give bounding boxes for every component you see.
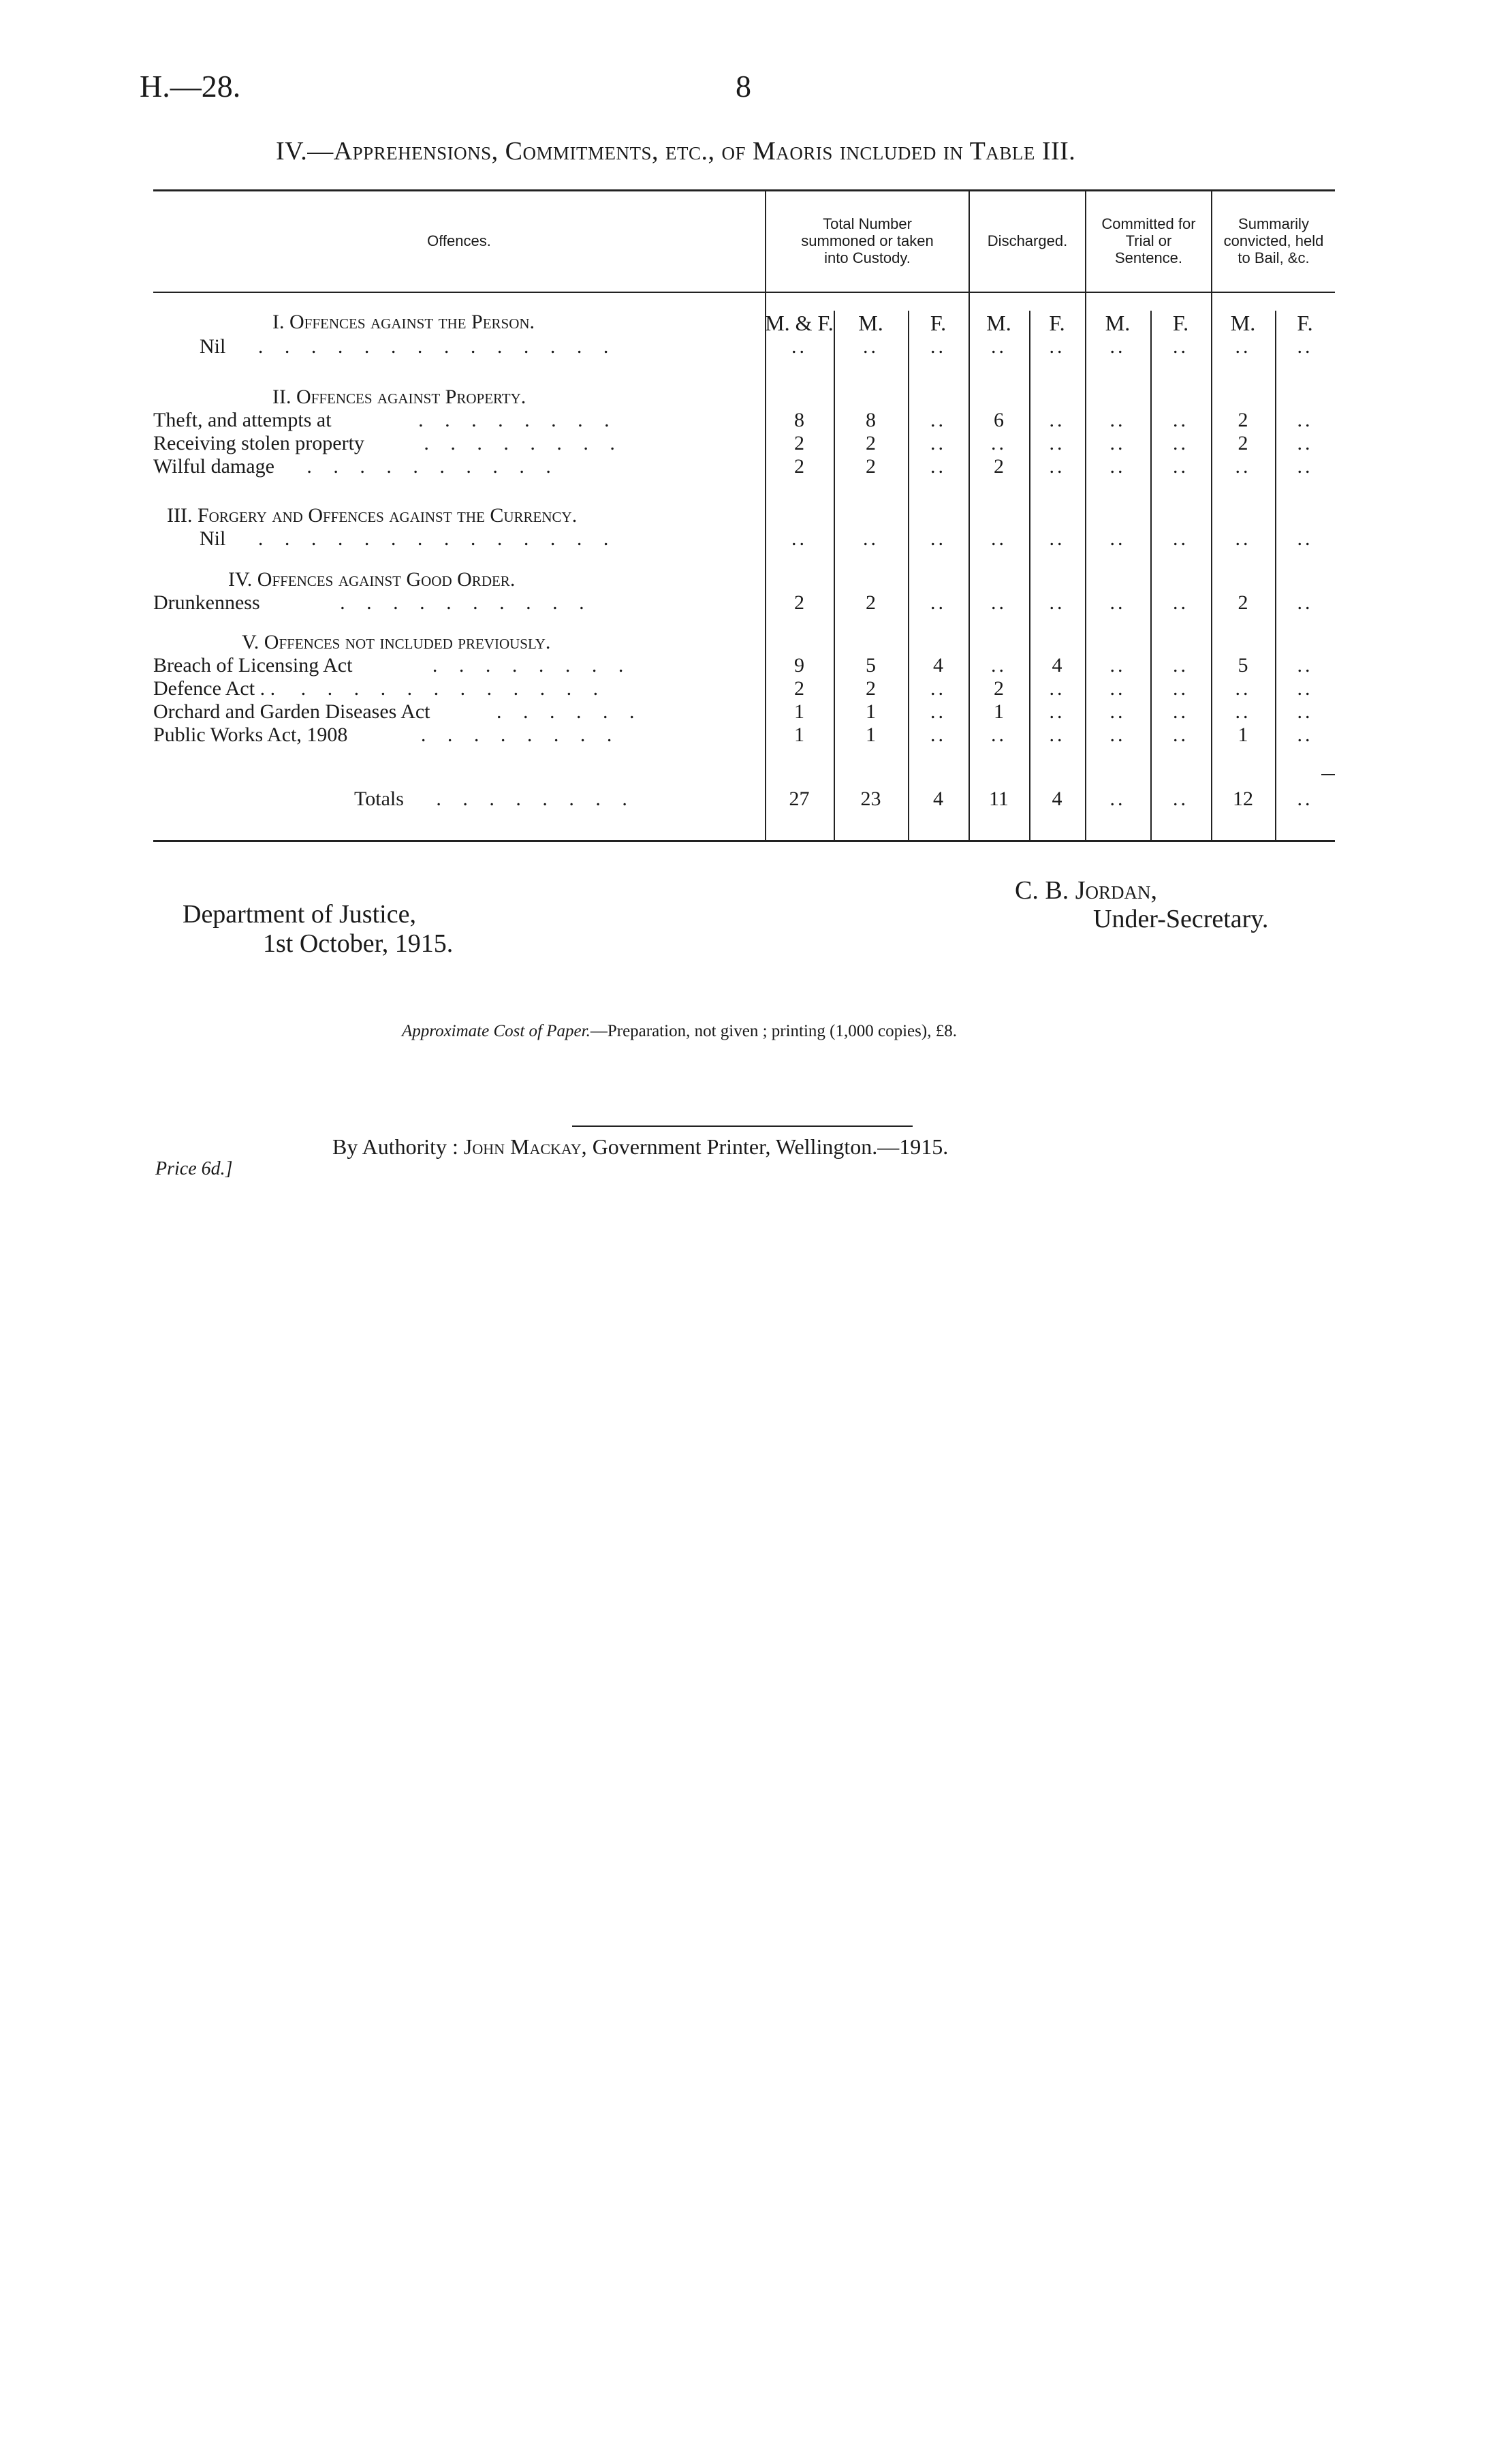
table-cell: .. (1297, 432, 1313, 454)
offences-table (153, 189, 1335, 843)
table-cell: .. (1297, 677, 1313, 700)
table-cell: .. (1109, 335, 1126, 358)
table-cell: 2 (866, 432, 876, 454)
table-cell: 2 (794, 455, 804, 478)
page-number: 8 (736, 69, 751, 104)
table-cell: .. (930, 455, 946, 478)
table-cell: .. (1049, 432, 1065, 454)
table-cell: .. (930, 591, 946, 614)
price: Price 6d.] (155, 1158, 233, 1179)
table-cell: 1 (794, 724, 804, 746)
table-cell: .. (1109, 654, 1126, 677)
printer-imprint: By Authority : John Mackay, Government Printer, Wellington.—1915. (332, 1134, 949, 1159)
sub-header: M. (986, 311, 1011, 335)
table-cell: .. (930, 335, 946, 358)
table-cell: .. (1049, 409, 1065, 431)
table-cell: .. (1049, 527, 1065, 550)
table-cell: .. (1173, 455, 1188, 478)
table-cell: 4 (1052, 788, 1062, 810)
table-cell: .. (991, 432, 1007, 454)
signatory-name: C. B. Jordan, (1015, 876, 1157, 905)
table-cell: .. (991, 335, 1007, 358)
table-cell: .. (1297, 335, 1313, 358)
table-cell: .. (1297, 591, 1313, 614)
table-cell: 2 (994, 677, 1004, 700)
table-title: IV.—Apprehensions, Commitments, etc., of Maoris included in Table III. (276, 137, 1076, 166)
table-cell: .. (1173, 788, 1188, 810)
table-cell: .. (863, 527, 879, 550)
table-row-label: Wilful damage . . . . . . . . . . (153, 455, 559, 478)
table-cell: .. (1173, 432, 1188, 454)
table-cell: .. (991, 654, 1007, 677)
table-cell: 1 (866, 700, 876, 723)
section-heading: V. Offences not included previously. (242, 631, 551, 653)
table-row-label: Nil . . . . . . . . . . . . . . (200, 335, 617, 358)
table-cell: 8 (866, 409, 876, 431)
table-cell: 6 (994, 409, 1004, 431)
sub-header: M. & F. (765, 311, 834, 335)
table-cell: .. (1235, 677, 1251, 700)
table-cell: .. (1109, 432, 1126, 454)
table-row-label: Orchard and Garden Diseases Act . . . . . . (153, 700, 643, 723)
table-cell: 4 (933, 788, 943, 810)
table-cell: 12 (1233, 788, 1253, 810)
table-row-label: Drunkenness . . . . . . . . . . (153, 591, 593, 614)
table-cell: .. (991, 724, 1007, 746)
sub-header: F. (1172, 311, 1189, 335)
sub-header: M. (1105, 311, 1131, 335)
table-cell: .. (1235, 335, 1251, 358)
date: 1st October, 1915. (263, 929, 454, 958)
table-cell: .. (1173, 654, 1188, 677)
table-cell: .. (1109, 700, 1126, 723)
table-cell: .. (1109, 591, 1126, 614)
table-cell: 8 (794, 409, 804, 431)
col-header-offences: Offences. (427, 232, 491, 249)
col-rule (1150, 311, 1152, 840)
table-cell: .. (1109, 409, 1126, 431)
table-row-label: Public Works Act, 1908 . . . . . . . . (153, 724, 620, 746)
section-heading: III. Forgery and Offences against the Currency. (167, 504, 578, 527)
cost-of-paper (402, 1022, 957, 1041)
col-header-summarily: Summarily convicted, held to Bail, &c. (1223, 215, 1324, 266)
table-cell: .. (1049, 724, 1065, 746)
col-rule (834, 311, 835, 840)
table-cell: .. (1297, 724, 1313, 746)
table-cell: 9 (794, 654, 804, 677)
table-cell: 1 (794, 700, 804, 723)
col-rule (908, 311, 909, 840)
paper-number: H.—28. (140, 69, 241, 104)
col-header-total: Total Number summoned or taken into Custody. (801, 215, 934, 266)
table-cell: .. (1297, 527, 1313, 550)
table-cell: .. (1173, 724, 1188, 746)
sub-header: M. (1230, 311, 1256, 335)
table-cell: .. (791, 527, 807, 550)
table-cell: 2 (794, 677, 804, 700)
table-cell: 1 (994, 700, 1004, 723)
signatory-title: Under-Secretary. (1093, 905, 1269, 933)
sub-header: F. (1297, 311, 1313, 335)
section-heading: IV. Offences against Good Order. (228, 568, 516, 591)
table-cell: .. (1173, 527, 1188, 550)
table-bottom-rule (153, 840, 1335, 842)
table-cell: .. (1049, 591, 1065, 614)
table-row-label: Defence Act . . . . . . . . . . . . . . (153, 677, 607, 700)
cost-label: Approximate Cost of Paper. (402, 1022, 590, 1040)
printer-rule (572, 1125, 913, 1127)
table-cell: .. (1297, 788, 1313, 810)
table-cell: .. (1173, 591, 1188, 614)
table-cell: .. (930, 700, 946, 723)
header-bottom-rule (153, 292, 1335, 293)
section-heading: I. Offences against the Person. (272, 311, 535, 333)
table-cell: .. (991, 591, 1007, 614)
cost-text: —Preparation, not given ; printing (1,000 copies), £8. (590, 1022, 957, 1040)
table-cell: .. (1109, 455, 1126, 478)
table-row-label: Theft, and attempts at . . . . . . . . (153, 409, 618, 431)
table-cell: 27 (789, 788, 810, 810)
table-cell: .. (991, 527, 1007, 550)
table-row-label: Breach of Licensing Act . . . . . . . . (153, 654, 632, 677)
table-cell: 2 (866, 677, 876, 700)
col-rule (1029, 311, 1030, 840)
table-cell: .. (1049, 455, 1065, 478)
table-cell: .. (1049, 335, 1065, 358)
col-header-discharged: Discharged. (987, 232, 1068, 249)
table-cell: .. (1173, 409, 1188, 431)
table-cell: .. (1109, 724, 1126, 746)
table-cell: 2 (794, 591, 804, 614)
sub-header: F. (1049, 311, 1065, 335)
section-heading: II. Offences against Property. (272, 386, 526, 408)
table-cell: .. (1297, 700, 1313, 723)
sub-header: F. (930, 311, 947, 335)
table-cell: 2 (794, 432, 804, 454)
col-header-committed: Committed for Trial or Sentence. (1101, 215, 1196, 266)
department: Department of Justice, (183, 900, 416, 929)
table-cell: .. (1235, 455, 1251, 478)
table-cell: .. (930, 432, 946, 454)
table-cell: .. (863, 335, 879, 358)
table-cell: 2 (994, 455, 1004, 478)
table-cell: 2 (1238, 591, 1248, 614)
table-cell: .. (1235, 700, 1251, 723)
totals-summarily-rule (1321, 774, 1335, 775)
table-cell: 5 (866, 654, 876, 677)
table-cell: .. (1297, 409, 1313, 431)
table-cell: .. (930, 677, 946, 700)
table-cell: .. (1235, 527, 1251, 550)
table-cell: .. (791, 335, 807, 358)
table-cell: 5 (1238, 654, 1248, 677)
table-cell: 1 (1238, 724, 1248, 746)
table-cell: .. (1109, 527, 1126, 550)
table-cell: .. (1049, 700, 1065, 723)
table-cell: 2 (866, 455, 876, 478)
table-cell: .. (1173, 677, 1188, 700)
table-cell: .. (1109, 677, 1126, 700)
col-rule (1275, 311, 1276, 840)
table-cell: .. (1297, 455, 1313, 478)
sub-header: M. (858, 311, 883, 335)
table-cell: 11 (989, 788, 1009, 810)
table-cell: .. (1173, 700, 1188, 723)
table-cell: 2 (1238, 409, 1248, 431)
table-cell: .. (1173, 335, 1188, 358)
table-cell: 4 (933, 654, 943, 677)
table-cell: 23 (860, 788, 881, 810)
table-cell: .. (1297, 654, 1313, 677)
table-cell: 1 (866, 724, 876, 746)
table-cell: 4 (1052, 654, 1062, 677)
table-cell: 2 (1238, 432, 1248, 454)
table-cell: .. (1049, 677, 1065, 700)
table-cell: .. (930, 409, 946, 431)
table-cell: .. (930, 527, 946, 550)
totals-label: Totals . . . . . . . . (354, 788, 635, 810)
table-cell: .. (930, 724, 946, 746)
table-cell: 2 (866, 591, 876, 614)
table-row-label: Receiving stolen property . . . . . . . . (153, 432, 623, 454)
table-row-label: Nil . . . . . . . . . . . . . . (200, 527, 617, 550)
table-cell: .. (1109, 788, 1126, 810)
